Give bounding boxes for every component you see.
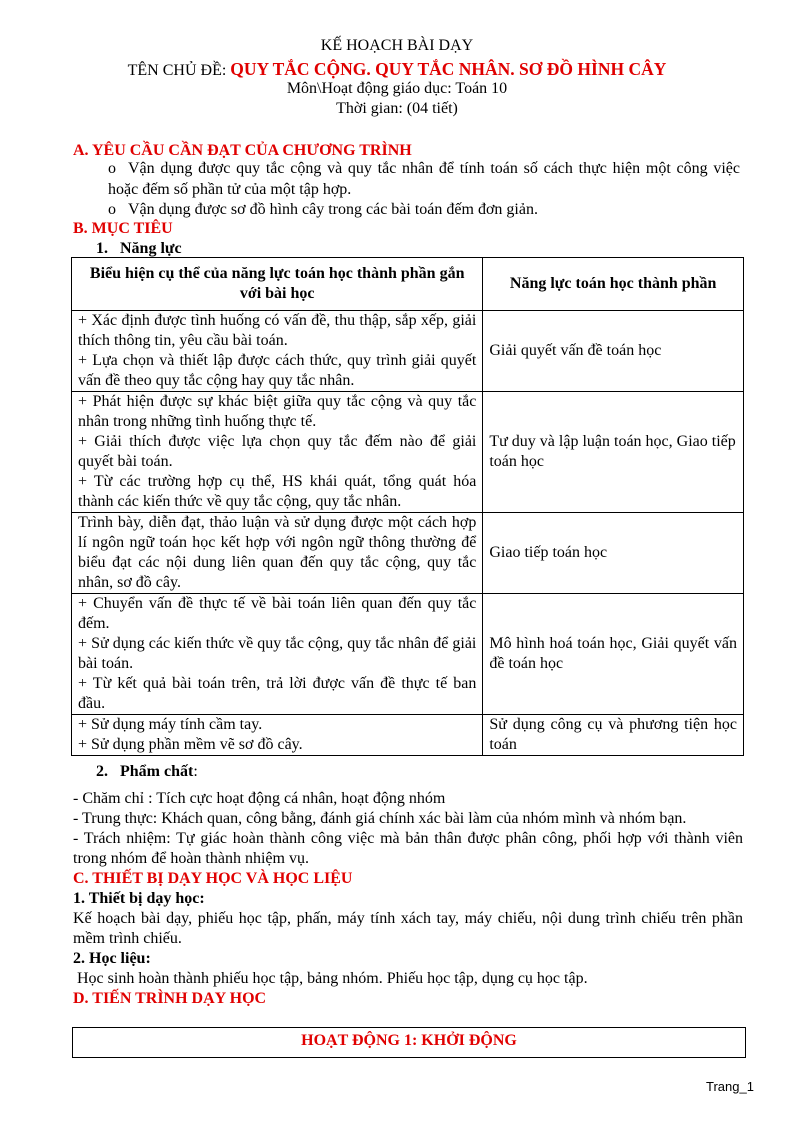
topic-prefix: TÊN CHỦ ĐỀ: [127,62,231,79]
table-header-cell: Năng lực toán học thành phần [483,258,744,311]
table-row [72,715,744,756]
description-line: + Sử dụng máy tính cầm tay. [78,716,263,733]
section-a-item-text: Vận dụng được quy tắc cộng và quy tắc nhân để tính toán số cách thực hiện một công việc hoặc đếm số phần tử của một tập hợp. [108,160,740,198]
description-line: Trình bày, diễn đạt, thảo luận và sử dụng được một cách hợp lí ngôn ngữ toán học kết hợp với ngôn ngữ thông thường để biểu đạt các nội dung liên quan đến quy tắc cộng, quy tắc nhân, sơ đồ cây. [78,514,477,591]
table-row [72,594,744,715]
description-line: + Lựa chọn và thiết lập được cách thức, quy trình giải quyết vấn đề theo quy tắc cộng hay quy tắc nhân. [78,352,477,389]
table-cell-description [72,311,483,392]
description-line: + Xác định được tình huống có vấn đề, thu thập, sắp xếp, giải thích thông tin, yêu cầu bài toán. [78,312,477,349]
table-cell-competency: Tư duy và lập luận toán học, Giao tiếp toán học [483,392,744,513]
bullet-mark: o [108,160,116,177]
subsection-competency: 1. Năng lực [96,240,182,257]
quality-item: - Chăm chỉ : Tích cực hoạt động cá nhân, hoạt động nhóm [73,790,446,807]
table-cell-description [72,715,483,756]
activity-box [72,1027,746,1058]
section-a-item-1 [108,158,740,200]
section-d-title: D. TIẾN TRÌNH DẠY HỌC [73,990,267,1007]
table-row [72,392,744,513]
table-header-row [72,258,744,311]
materials-text: Học sinh hoàn thành phiếu học tập, bảng nhóm. Phiếu học tập, dụng cụ học tập. [73,970,588,987]
materials-heading: 2. Học liệu: [73,950,151,967]
equipment-heading: 1. Thiết bị dạy học: [73,890,205,907]
page-number: Trang_1 [706,1079,754,1094]
description-line: + Chuyển vấn đề thực tế về bài toán liên quan đến quy tắc đếm. [78,595,477,632]
table-cell-competency: Giải quyết vấn đề toán học [483,311,744,392]
description-line: + Từ kết quả bài toán trên, trả lời được vấn đề thực tế ban đầu. [78,675,477,712]
description-line: + Phát hiện được sự khác biệt giữa quy tắc cộng và quy tắc nhân trong những tình huống thực tế. [78,393,477,430]
section-a-item-2 [108,199,740,220]
section-a-title: A. YÊU CẦU CẦN ĐẠT CỦA CHƯƠNG TRÌNH [73,142,412,159]
plan-title: KẾ HOẠCH BÀI DẠY [320,37,474,54]
table-row [72,311,744,392]
table-row [72,513,744,594]
quality-item: - Trung thực: Khách quan, công bằng, đánh giá chính xác bài làm của nhóm mình và nhóm bạn. [73,810,687,827]
activity-title: HOẠT ĐỘNG 1: KHỞI ĐỘNG [301,1032,517,1049]
section-a-item-text: Vận dụng được sơ đồ hình cây trong các bài toán đếm đơn giản. [128,201,538,218]
table-cell-description [72,513,483,594]
topic-title: QUY TẮC CỘNG. QUY TẮC NHÂN. SƠ ĐỒ HÌNH CÂY [230,59,667,79]
description-line: + Sử dụng phần mềm vẽ sơ đồ cây. [78,736,303,753]
equipment-text: Kế hoạch bài dạy, phiếu học tập, phấn, máy tính xách tay, máy chiếu, nội dung trình chiếu trên phần mềm trình chiếu. [73,910,743,947]
qualities-label: 2. Phẩm chất [96,763,194,780]
section-b-title: B. MỤC TIÊU [73,220,173,237]
bullet-mark: o [108,201,116,218]
table-cell-competency: Giao tiếp toán học [483,513,744,594]
description-line: + Sử dụng các kiến thức về quy tắc cộng, quy tắc nhân để giải bài toán. [78,635,477,672]
table-header-cell: Biểu hiện cụ thể của năng lực toán học thành phần gắn với bài học [72,258,483,311]
duration-line: Thời gian: (04 tiết) [336,100,458,117]
qualities-colon: : [193,763,198,780]
description-line: + Từ các trường hợp cụ thể, HS khái quát, tổng quát hóa thành các kiến thức về quy tắc cộng, quy tắc nhân. [78,473,477,510]
table-cell-description [72,594,483,715]
table-cell-description [72,392,483,513]
section-c-title: C. THIẾT BỊ DẠY HỌC VÀ HỌC LIỆU [73,870,353,887]
subject-line: Môn\Hoạt động giáo dục: Toán 10 [286,80,508,97]
description-line: + Giải thích được việc lựa chọn quy tắc đếm nào để giải quyết bài toán. [78,433,477,470]
quality-item: - Trách nhiệm: Tự giác hoàn thành công việc mà bản thân được phân công, phối hợp với thành viên trong nhóm để hoàn thành nhiệm vụ. [73,830,743,867]
table-cell-competency: Sử dụng công cụ và phương tiện học toán [483,715,744,756]
table-cell-competency: Mô hình hoá toán học, Giải quyết vấn đề toán học [483,594,744,715]
competency-table [71,257,744,756]
subsection-qualities [96,762,198,782]
